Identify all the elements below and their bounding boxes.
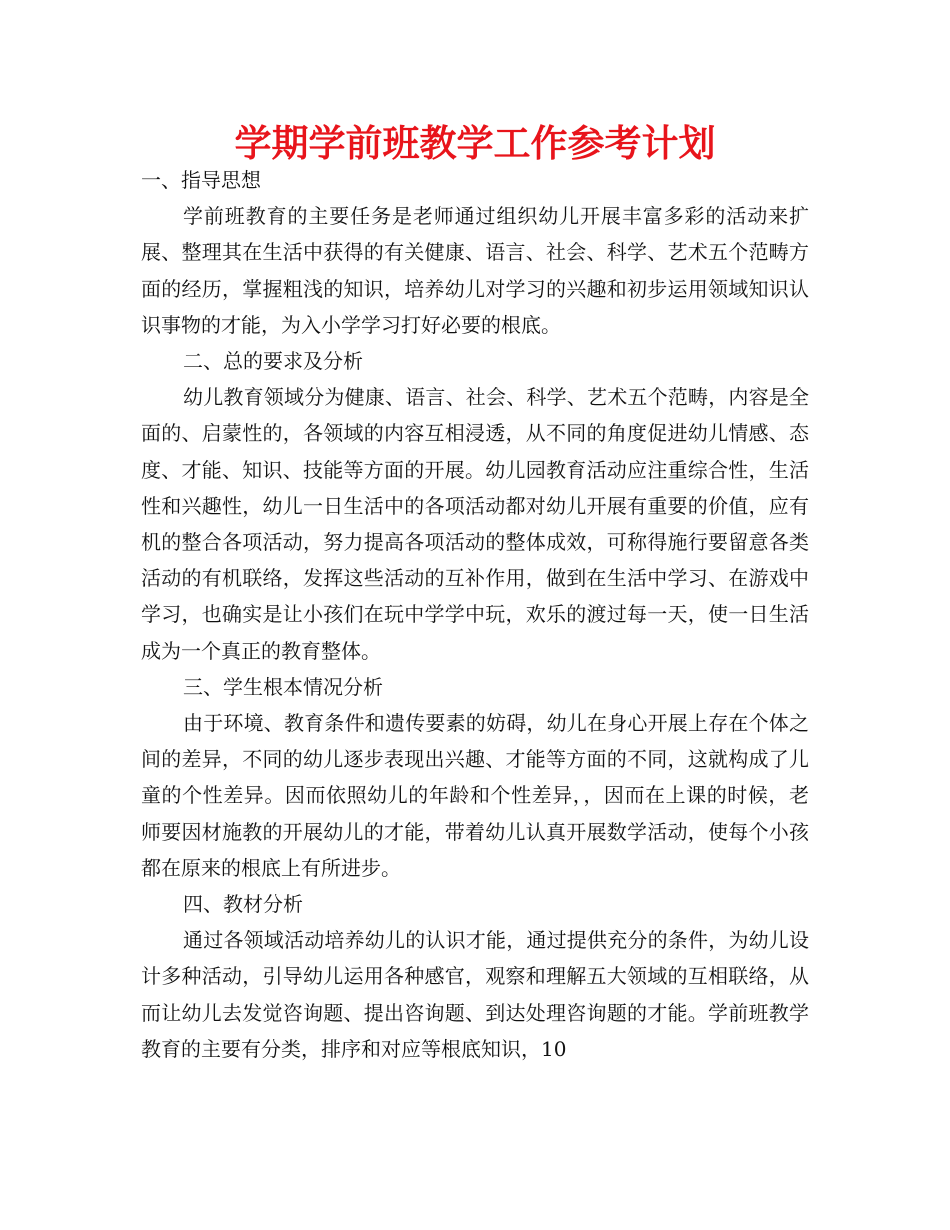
section-heading-2: 二、总的要求及分析 — [183, 349, 363, 374]
section-heading-3: 三、学生根本情况分析 — [183, 674, 383, 699]
section-heading-1: 一、指导思想 — [141, 168, 261, 192]
section-paragraph-3: 由于环境、教育条件和遗传要素的妨碍，幼儿在身心开展上存在个体之间的差异，不同的幼儿逐步表现出兴趣、才能等方面的不同，这就构成了儿童的个性差异。因而依照幼儿的年龄和个性差异，，因而在上课的时候，老师要因材施教的开展幼儿的才能，带着幼儿认真开展数学活动，使每个小孩都在原来的根底上有所进步。 — [141, 711, 809, 880]
section-paragraph-1: 学前班教育的主要任务是老师通过组织幼儿开展丰富多彩的活动来扩展、整理其在生活中获得的有关健康、语言、社会、科学、艺术五个范畴方面的经历，掌握粗浅的知识，培养幼儿对学习的兴趣和初步运用领域知识认识事物的才能，为入小学学习打好必要的根底。 — [141, 204, 809, 337]
section-paragraph-4: 通过各领域活动培养幼儿的认识才能，通过提供充分的条件，为幼儿设计多种活动，引导幼儿运用各种感官，观察和理解五大领域的互相联络，从而让幼儿去发觉咨询题、提出咨询题、到达处理咨询题的才能。学前班教学教育的主要有分类，排序和对应等根底知识，10 — [141, 928, 809, 1061]
section-paragraph-2: 幼儿教育领域分为健康、语言、社会、科学、艺术五个范畴，内容是全面的、启蒙性的，各领域的内容互相浸透，从不同的角度促进幼儿情感、态度、才能、知识、技能等方面的开展。幼儿园教育活动应注重综合性，生活性和兴趣性，幼儿一日生活中的各项活动都对幼儿开展有重要的价值，应有机的整合各项活动，努力提高各项活动的整体成效，可称得施行要留意各类活动的有机联络，发挥这些活动的互补作用，做到在生活中学习、在游戏中学习，也确实是让小孩们在玩中学学中玩，欢乐的渡过每一天，使一日生活成为一个真正的教育整体。 — [141, 385, 809, 663]
document-title: 学期学前班教学工作参考计划 — [234, 122, 716, 165]
section-heading-4: 四、教材分析 — [183, 892, 303, 917]
document-body — [141, 162, 809, 1067]
